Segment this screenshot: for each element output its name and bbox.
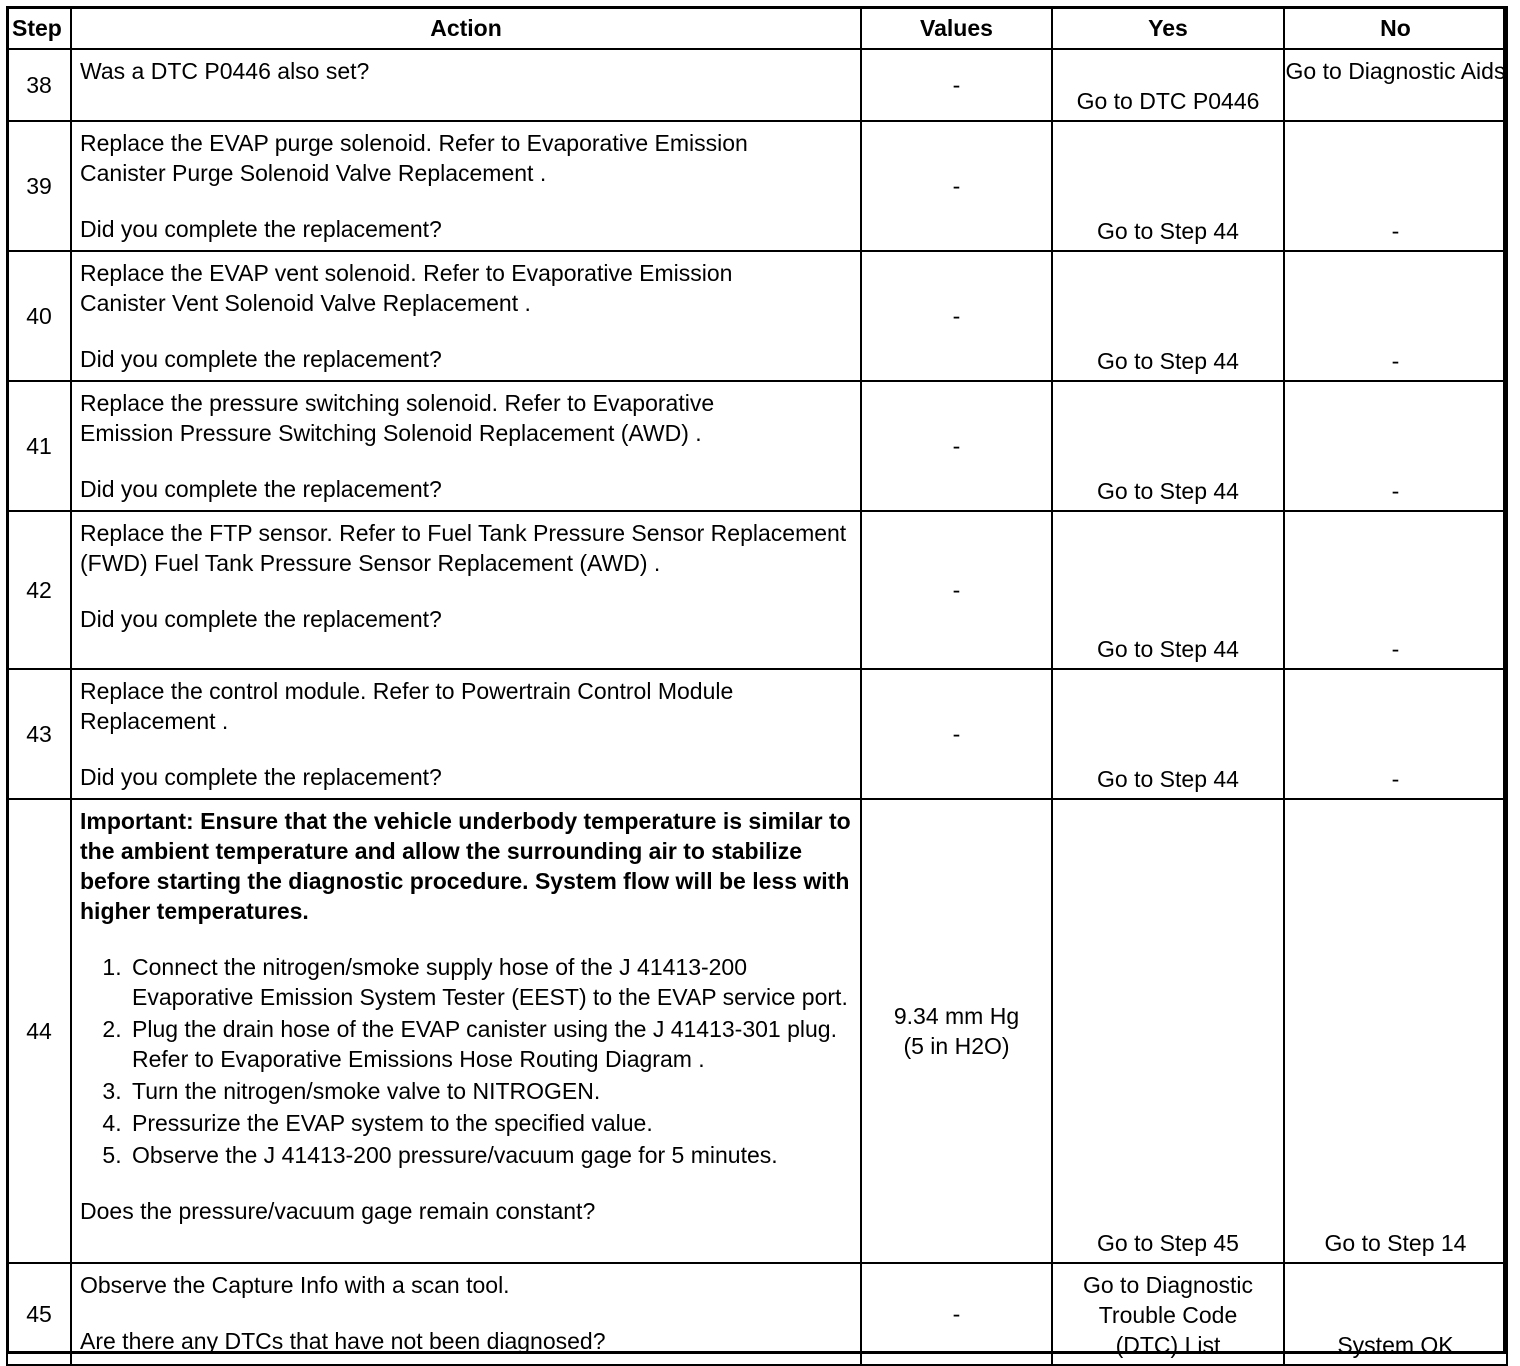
yes-cell: Go to Step 45	[1052, 799, 1284, 1263]
yes-cell: Go to Step 44	[1052, 511, 1284, 669]
diagnostic-table	[6, 6, 1508, 1366]
header-action: Action	[71, 7, 861, 49]
step-number: 42	[7, 511, 71, 669]
header-values: Values	[861, 7, 1052, 49]
procedure-list	[80, 952, 854, 1170]
action-cell	[71, 251, 861, 381]
procedure-step: 4. Pressurize the EVAP system to the specified value.	[128, 1108, 854, 1138]
header-yes: Yes	[1052, 7, 1284, 49]
values-cell	[861, 799, 1052, 1263]
procedure-step: 1. Connect the nitrogen/smoke supply hose of the J 41413-200 Evaporative Emission System Tester (EEST) to the EVAP service port.	[128, 952, 854, 1012]
action-cell	[71, 49, 861, 121]
action-text: Observe the Capture Info with a scan tool.	[80, 1272, 510, 1298]
action-question: Did you complete the replacement?	[80, 216, 442, 242]
yes-cell: Go to Step 44	[1052, 669, 1284, 799]
action-text: Was a DTC P0446 also set?	[80, 58, 370, 84]
no-cell: -	[1284, 121, 1507, 251]
important-note: Important: Ensure that the vehicle underbody temperature is similar to the ambient temperature and allow the surrounding air to stabilize before starting the diagnostic procedure. System flow will be less with higher temperatures.	[80, 808, 851, 924]
action-question: Does the pressure/vacuum gage remain constant?	[80, 1198, 596, 1224]
action-cell	[71, 381, 861, 511]
action-text: Replace the pressure switching solenoid. Refer to Evaporative Emission Pressure Switching Solenoid Replacement (AWD) .	[80, 390, 715, 446]
yes-cell: Go to Step 44	[1052, 381, 1284, 511]
table-row	[7, 511, 1507, 669]
procedure-step: 5. Observe the J 41413-200 pressure/vacuum gage for 5 minutes.	[128, 1140, 854, 1170]
action-text: Replace the EVAP vent solenoid. Refer to Evaporative Emission Canister Vent Solenoid Valve Replacement .	[80, 260, 733, 316]
no-cell: -	[1284, 669, 1507, 799]
no-cell: -	[1284, 251, 1507, 381]
action-question: Did you complete the replacement?	[80, 764, 442, 790]
yes-cell: Go to Step 44	[1052, 121, 1284, 251]
yes-cell: Go to Step 44	[1052, 251, 1284, 381]
action-cell	[71, 121, 861, 251]
no-cell: -	[1284, 511, 1507, 669]
action-text: Replace the EVAP purge solenoid. Refer to Evaporative Emission Canister Purge Solenoid Valve Replacement .	[80, 130, 748, 186]
table-row	[7, 799, 1507, 1263]
no-cell: Go to Diagnostic Aids	[1284, 49, 1507, 121]
procedure-step: 2. Plug the drain hose of the EVAP canister using the J 41413-301 plug. Refer to Evaporative Emissions Hose Routing Diagram .	[128, 1014, 854, 1074]
step-number: 39	[7, 121, 71, 251]
table-row	[7, 251, 1507, 381]
table-row	[7, 1263, 1507, 1365]
action-text: Replace the control module. Refer to Powertrain Control Module Replacement .	[80, 678, 734, 734]
action-question: Did you complete the replacement?	[80, 346, 442, 372]
table-row	[7, 669, 1507, 799]
step-number: 44	[7, 799, 71, 1263]
action-question: Did you complete the replacement?	[80, 476, 442, 502]
action-cell	[71, 511, 861, 669]
action-question: Did you complete the replacement?	[80, 606, 442, 632]
no-cell: Go to Step 14	[1284, 799, 1507, 1263]
header-row	[7, 7, 1507, 49]
step-number: 41	[7, 381, 71, 511]
values-cell: -	[861, 511, 1052, 669]
procedure-step: 3. Turn the nitrogen/smoke valve to NITROGEN.	[128, 1076, 854, 1106]
values-cell: -	[861, 669, 1052, 799]
table-row	[7, 49, 1507, 121]
action-cell	[71, 1263, 861, 1365]
step-number: 43	[7, 669, 71, 799]
header-no: No	[1284, 7, 1507, 49]
values-line-2: (5 in H2O)	[903, 1033, 1010, 1059]
yes-cell: Go to Diagnostic Trouble Code (DTC) List	[1052, 1263, 1284, 1365]
values-cell: -	[861, 381, 1052, 511]
no-cell: -	[1284, 381, 1507, 511]
step-number: 38	[7, 49, 71, 121]
values-cell: -	[861, 251, 1052, 381]
table-row	[7, 381, 1507, 511]
values-cell: -	[861, 1263, 1052, 1365]
values-cell: -	[861, 121, 1052, 251]
step-number: 45	[7, 1263, 71, 1365]
step-number: 40	[7, 251, 71, 381]
no-cell: System OK	[1284, 1263, 1507, 1365]
values-line-1: 9.34 mm Hg	[893, 1003, 1020, 1029]
table-row	[7, 121, 1507, 251]
action-cell	[71, 669, 861, 799]
values-cell: -	[861, 49, 1052, 121]
action-question: Are there any DTCs that have not been diagnosed?	[80, 1328, 606, 1354]
yes-cell: Go to DTC P0446	[1052, 49, 1284, 121]
action-cell	[71, 799, 861, 1263]
action-text: Replace the FTP sensor. Refer to Fuel Tank Pressure Sensor Replacement (FWD) Fuel Tank Pressure Sensor Replacement (AWD) .	[80, 520, 847, 576]
header-step: Step	[7, 7, 71, 49]
